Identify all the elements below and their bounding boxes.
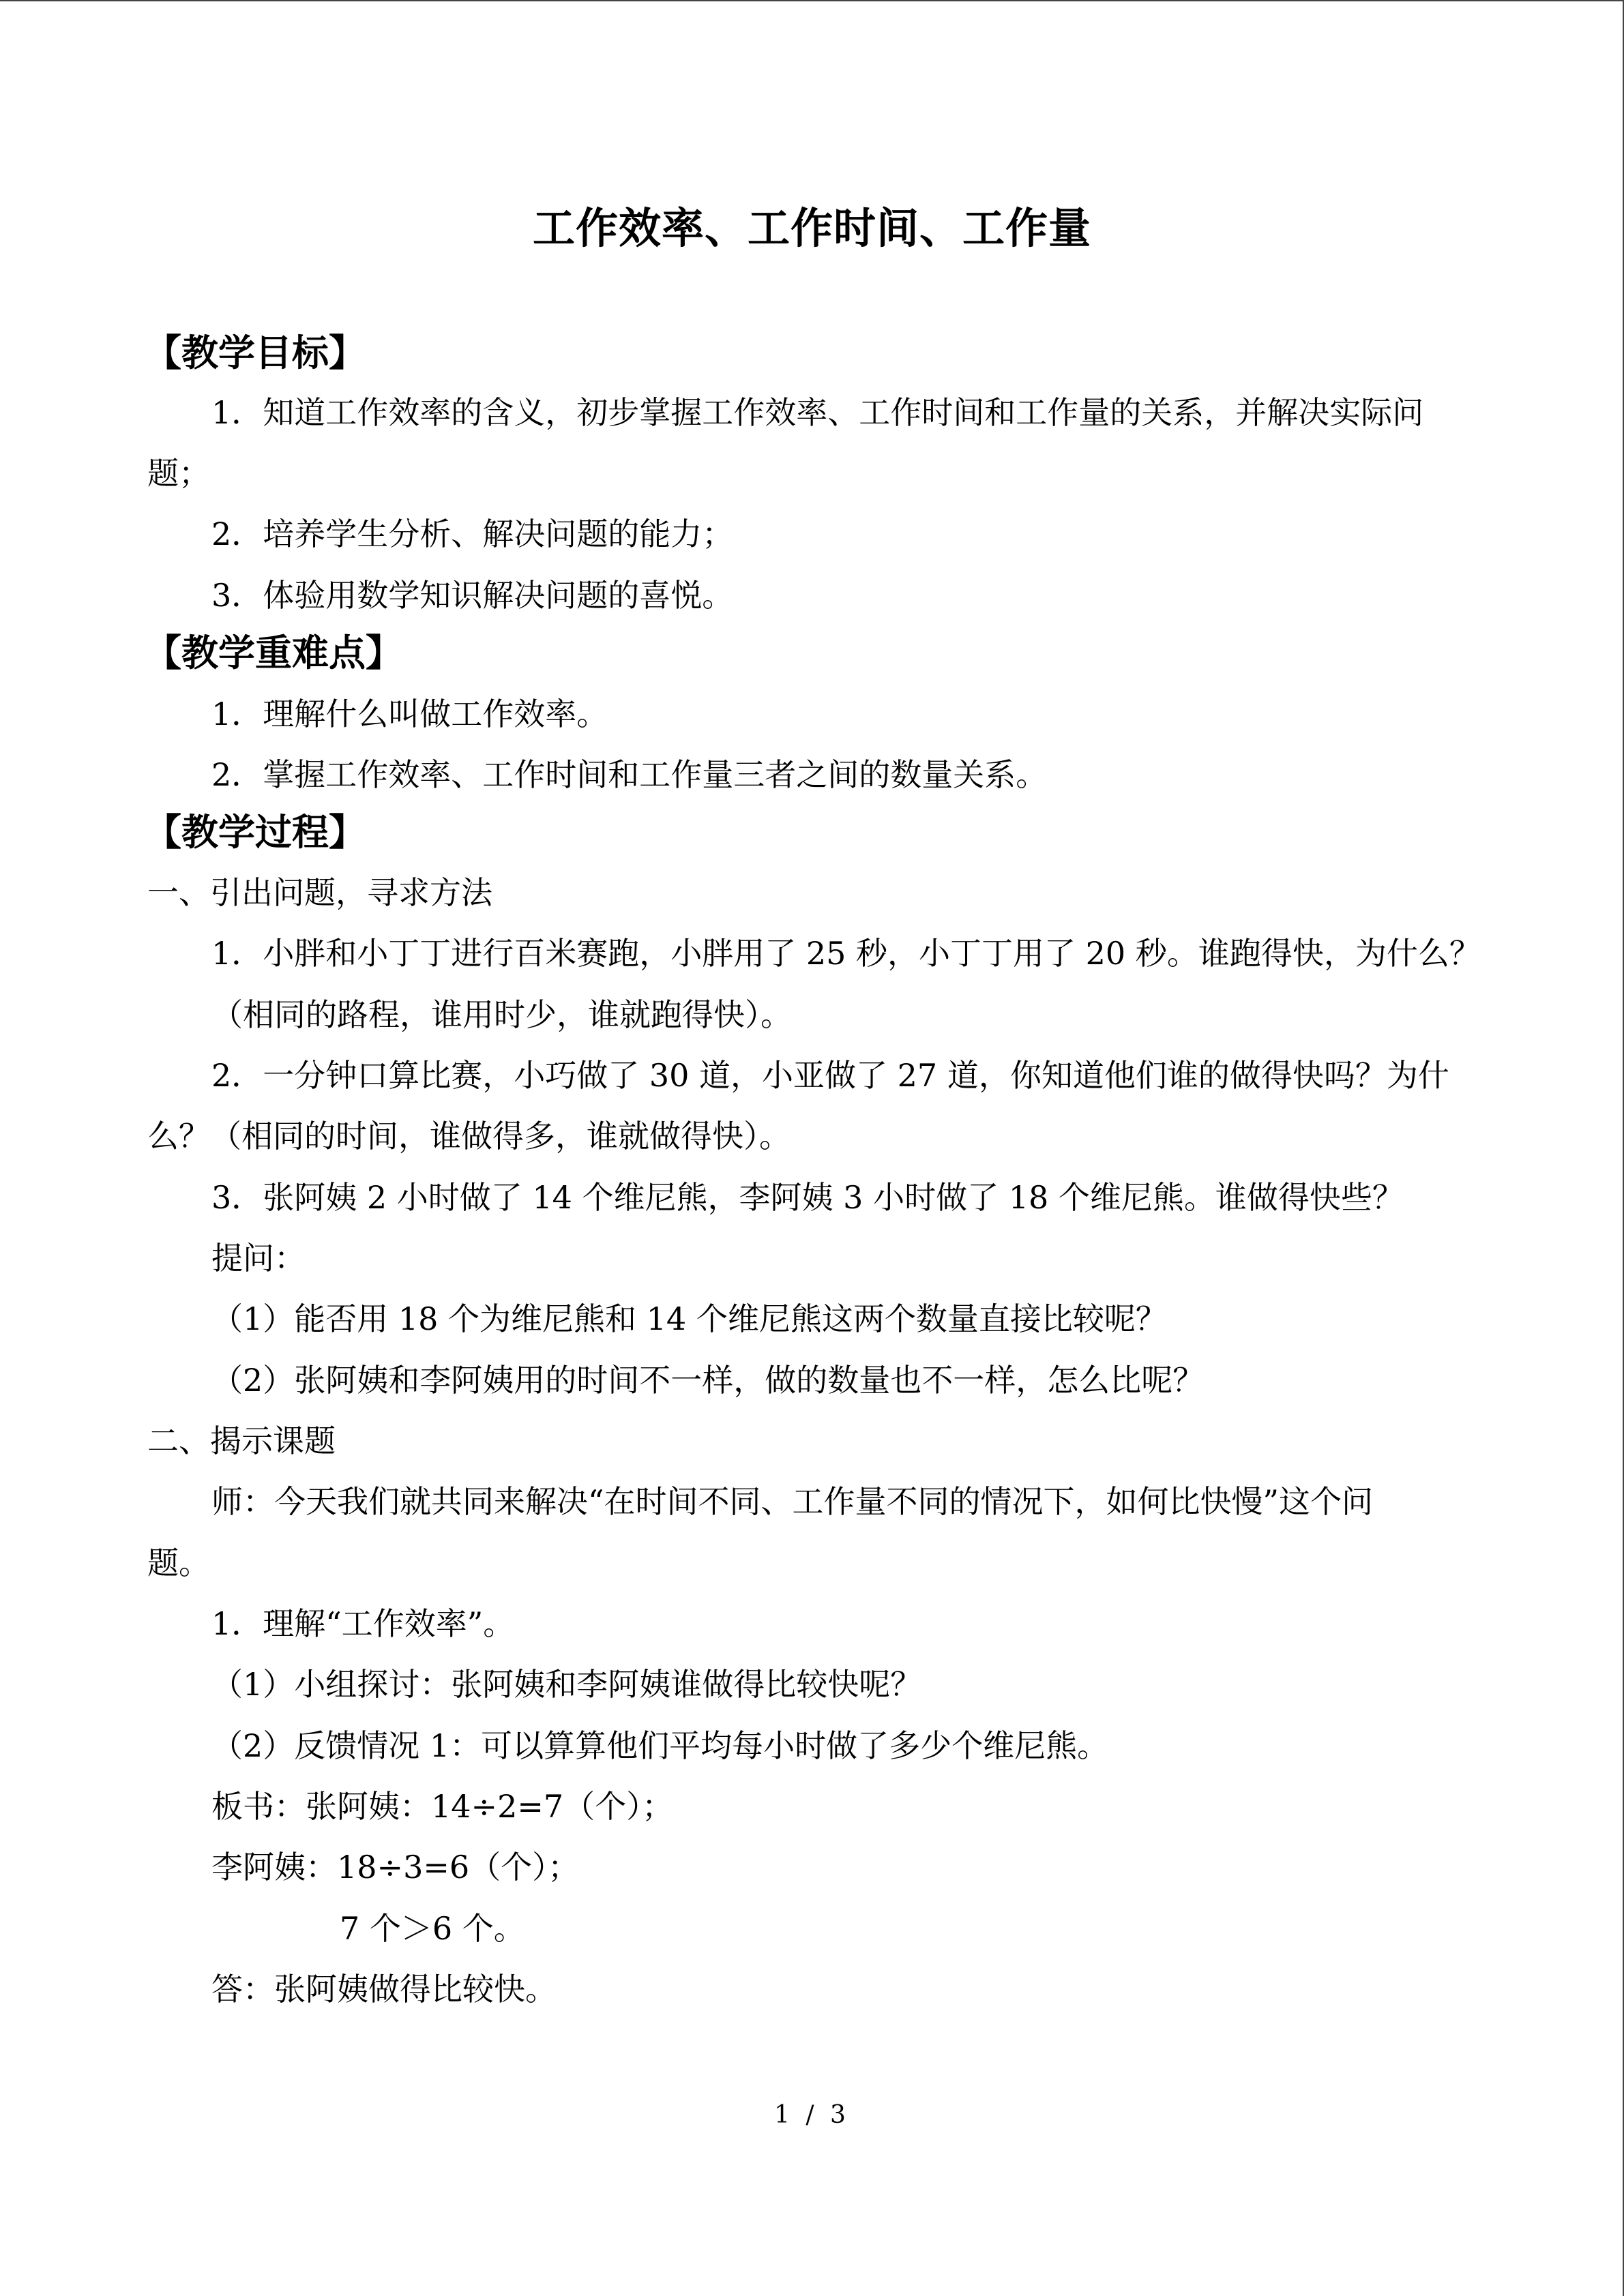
answer-line: 答：张阿姨做得比较快。 <box>211 1971 557 2008</box>
board-note-line: 板书：张阿姨：14÷2=7（个）； <box>211 1788 674 1825</box>
objective-line-1-cont: 题； <box>147 455 210 492</box>
process-line: 2．一分钟口算比赛，小巧做了 30 道，小亚做了 27 道，你知道他们谁的做得快吗？为什 <box>211 1057 1449 1094</box>
key-point-line-1: 1．理解什么叫做工作效率。 <box>211 696 608 732</box>
process-line: （相同的路程，谁用时少，谁就跑得快）。 <box>211 996 792 1033</box>
process-subheading-1: 一、引出问题，寻求方法 <box>147 874 492 911</box>
objective-line-3: 3．体验用数学知识解决问题的喜悦。 <box>211 577 734 614</box>
process-line: （1）能否用 18 个为维尼熊和 14 个维尼熊这两个数量直接比较呢？ <box>211 1300 1167 1337</box>
process-line: （1）小组探讨：张阿姨和李阿姨谁做得比较快呢？ <box>211 1666 922 1703</box>
process-line: 3．张阿姨 2 小时做了 14 个维尼熊，李阿姨 3 小时做了 18 个维尼熊。谁做得快些？ <box>211 1179 1404 1216</box>
process-line: （2）反馈情况 1：可以算算他们平均每小时做了多少个维尼熊。 <box>211 1727 1109 1764</box>
document-title: 工作效率、工作时间、工作量 <box>532 203 1091 253</box>
objective-line-1: 1．知道工作效率的含义，初步掌握工作效率、工作时间和工作量的关系，并解决实际问 <box>211 394 1424 431</box>
section-heading-key-points: 【教学重难点】 <box>145 631 402 674</box>
board-note-line: 李阿姨：18÷3=6（个）； <box>211 1849 580 1885</box>
process-line: 师：今天我们就共同来解决“在时间不同、工作量不同的情况下，如何比快慢”这个问 <box>211 1483 1374 1520</box>
objective-line-2: 2．培养学生分析、解决问题的能力； <box>211 516 734 552</box>
page-indicator: 1 / 3 <box>774 2101 850 2129</box>
process-line: （2）张阿姨和李阿姨用的时间不一样，做的数量也不一样，怎么比呢？ <box>211 1362 1205 1399</box>
board-note-line: 7 个＞6 个。 <box>340 1910 525 1947</box>
process-line: 1．理解“工作效率”。 <box>211 1605 515 1642</box>
section-heading-objectives: 【教学目标】 <box>145 331 366 374</box>
process-line: 么？（相同的时间，谁做得多，谁就做得快）。 <box>147 1118 791 1154</box>
process-line: 1．小胖和小丁丁进行百米赛跑，小胖用了 25 秒，小丁丁用了 20 秒。谁跑得快，为什么？ <box>211 935 1481 972</box>
key-point-line-2: 2．掌握工作效率、工作时间和工作量三者之间的数量关系。 <box>211 756 1048 793</box>
process-line: 题。 <box>147 1545 210 1581</box>
section-heading-process: 【教学过程】 <box>145 811 366 854</box>
process-line: 提问： <box>211 1240 306 1277</box>
process-subheading-2: 二、揭示课题 <box>147 1422 336 1459</box>
